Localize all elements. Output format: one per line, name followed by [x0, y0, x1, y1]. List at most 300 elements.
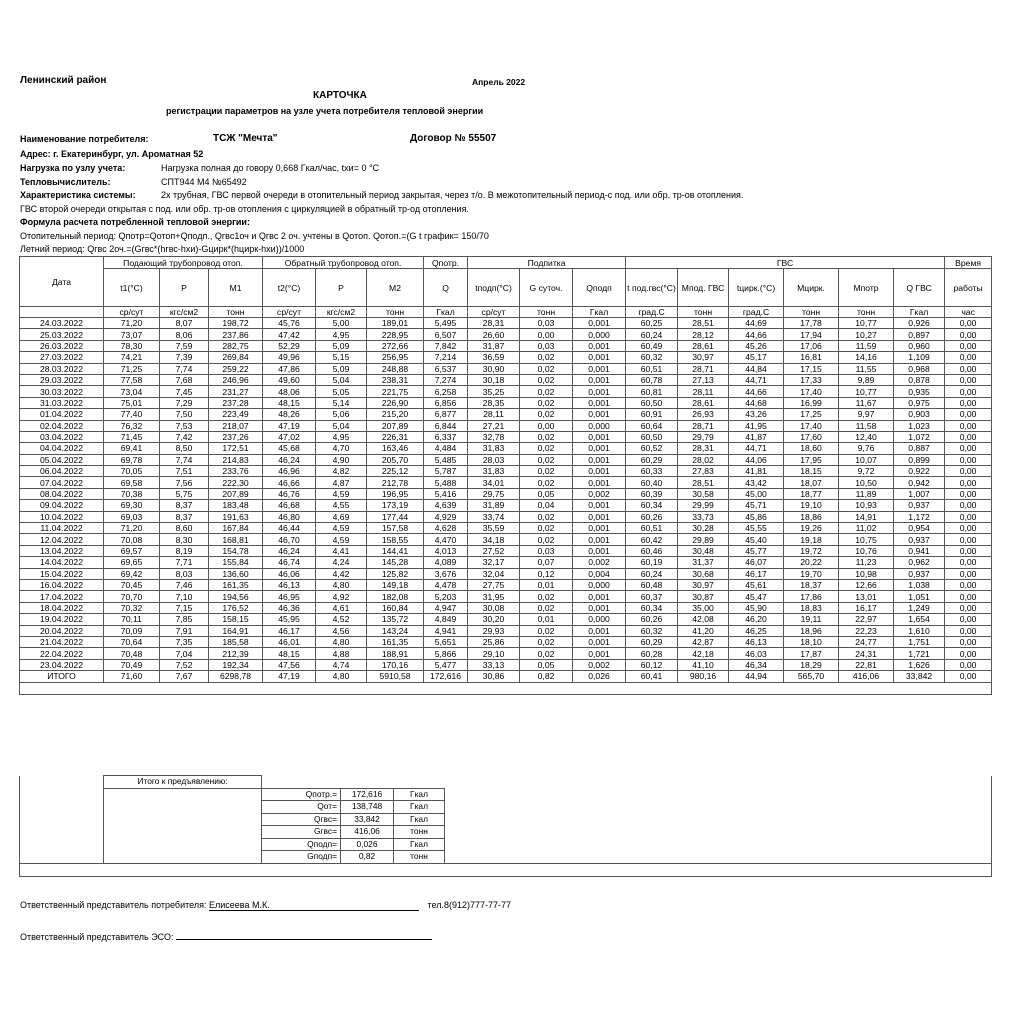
table-cell: 46,17 [729, 568, 784, 579]
total-cell: 4,80 [316, 671, 367, 682]
table-cell: 0,903 [894, 409, 945, 420]
unit-cell: тонн [520, 307, 573, 318]
table-cell: 5,485 [424, 454, 468, 465]
table-cell: 46,95 [263, 591, 316, 602]
column-header: Mпотр [839, 269, 894, 307]
table-cell: 17,86 [784, 591, 839, 602]
table-cell: 0,887 [894, 443, 945, 454]
table-row [20, 329, 992, 340]
row-date: 21.04.2022 [20, 636, 104, 647]
return-group-header: Обратный трубопровод отоп. [263, 257, 424, 269]
summary-value: 172,616 [341, 788, 394, 801]
table-cell: 0,968 [894, 363, 945, 374]
table-cell: 46,34 [729, 659, 784, 670]
table-cell: 0,897 [894, 329, 945, 340]
summary-unit: Гкал [394, 813, 445, 826]
summary-spacer [20, 788, 104, 801]
table-row [20, 431, 992, 442]
table-cell: 7,74 [160, 454, 209, 465]
table-cell: 5,203 [424, 591, 468, 602]
table-cell: 1,172 [894, 511, 945, 522]
summary-spacer [445, 851, 992, 864]
table-cell: 45,68 [263, 443, 316, 454]
table-cell: 136,60 [209, 568, 263, 579]
table-cell: 6,337 [424, 431, 468, 442]
table-cell: 0,001 [573, 352, 626, 363]
table-cell: 60,24 [626, 568, 678, 579]
table-cell: 16,99 [784, 397, 839, 408]
table-cell: 69,58 [104, 477, 160, 488]
column-header: P [160, 269, 209, 307]
table-row [20, 454, 992, 465]
table-cell: 0,02 [520, 636, 573, 647]
table-cell: 70,49 [104, 659, 160, 670]
table-cell: 4,74 [316, 659, 367, 670]
row-date: 29.03.2022 [20, 374, 104, 385]
table-cell: 1,007 [894, 488, 945, 499]
table-cell: 60,48 [626, 579, 678, 590]
table-cell: 0,00 [945, 340, 992, 351]
table-cell: 48,26 [263, 409, 316, 420]
column-header-row [20, 269, 992, 307]
table-cell: 0,00 [945, 648, 992, 659]
unit-blank [20, 307, 104, 318]
table-cell: 10,27 [839, 329, 894, 340]
table-row [20, 352, 992, 363]
period-label: Апрель 2022 [472, 77, 526, 87]
unit-cell: кгс/см2 [316, 307, 367, 318]
table-cell: 75,01 [104, 397, 160, 408]
row-date: 18.04.2022 [20, 602, 104, 613]
table-cell: 45,95 [263, 614, 316, 625]
table-cell: 0,00 [945, 659, 992, 670]
table-cell: 6,507 [424, 329, 468, 340]
total-cell: 5910,58 [367, 671, 424, 682]
table-cell: 0,00 [945, 409, 992, 420]
table-row [20, 477, 992, 488]
table-cell: 29,93 [468, 625, 520, 636]
table-cell: 0,00 [945, 477, 992, 488]
table-cell: 28,61 [678, 397, 729, 408]
table-cell: 1,072 [894, 431, 945, 442]
table-cell: 0,12 [520, 568, 573, 579]
row-date: 16.04.2022 [20, 579, 104, 590]
table-cell: 0,001 [573, 374, 626, 385]
column-header: M2 [367, 269, 424, 307]
table-cell: 7,85 [160, 614, 209, 625]
table-cell: 44,06 [729, 454, 784, 465]
table-cell: 10,77 [839, 386, 894, 397]
table-cell: 45,90 [729, 602, 784, 613]
table-cell: 29,10 [468, 648, 520, 659]
table-cell: 70,32 [104, 602, 160, 613]
table-cell: 0,960 [894, 340, 945, 351]
table-cell: 4,82 [316, 466, 367, 477]
table-cell: 1,023 [894, 420, 945, 431]
summary-unit: тонн [394, 851, 445, 864]
table-cell: 31,83 [468, 443, 520, 454]
table-cell: 19,26 [784, 523, 839, 534]
consumer-label: Наименование потребителя: [20, 134, 149, 144]
table-cell: 31,87 [468, 340, 520, 351]
table-cell: 46,13 [729, 636, 784, 647]
total-cell: 60,41 [626, 671, 678, 682]
table-cell: 0,03 [520, 340, 573, 351]
table-cell: 47,19 [263, 420, 316, 431]
table-cell: 17,60 [784, 431, 839, 442]
table-cell: 0,001 [573, 591, 626, 602]
row-date: 11.04.2022 [20, 523, 104, 534]
table-cell: 0,001 [573, 454, 626, 465]
table-cell: 69,65 [104, 557, 160, 568]
table-cell: 143,24 [367, 625, 424, 636]
consumer-name: ТСЖ "Мечта" [213, 133, 278, 144]
card-title: КАРТОЧКА [313, 90, 367, 101]
table-cell: 46,68 [263, 500, 316, 511]
table-cell: 70,48 [104, 648, 160, 659]
summary-spacer [104, 801, 262, 814]
table-cell: 7,50 [160, 409, 209, 420]
row-date: 06.04.2022 [20, 466, 104, 477]
table-cell: 60,24 [626, 329, 678, 340]
table-cell: 0,02 [520, 409, 573, 420]
table-cell: 259,22 [209, 363, 263, 374]
table-cell: 226,31 [367, 431, 424, 442]
row-date: 28.03.2022 [20, 363, 104, 374]
table-cell: 60,78 [626, 374, 678, 385]
table-cell: 0,00 [945, 318, 992, 329]
table-cell: 207,89 [367, 420, 424, 431]
column-header: P [316, 269, 367, 307]
table-cell: 0,02 [520, 374, 573, 385]
table-cell: 1,038 [894, 579, 945, 590]
table-cell: 77,40 [104, 409, 160, 420]
table-cell: 0,000 [573, 420, 626, 431]
table-cell: 69,30 [104, 500, 160, 511]
table-cell: 28,31 [678, 443, 729, 454]
table-cell: 47,02 [263, 431, 316, 442]
table-cell: 0,926 [894, 318, 945, 329]
table-cell: 1,051 [894, 591, 945, 602]
table-cell: 70,70 [104, 591, 160, 602]
summary-label: Qподп= [262, 838, 341, 851]
table-cell: 10,93 [839, 500, 894, 511]
table-cell: 12,66 [839, 579, 894, 590]
table-cell: 0,00 [945, 545, 992, 556]
table-cell: 4,59 [316, 534, 367, 545]
table-cell: 11,55 [839, 363, 894, 374]
table-cell: 47,56 [263, 659, 316, 670]
total-cell: 0,82 [520, 671, 573, 682]
table-cell: 28,31 [468, 318, 520, 329]
table-cell: 0,00 [945, 636, 992, 647]
table-cell: 170,16 [367, 659, 424, 670]
table-cell: 27,83 [678, 466, 729, 477]
table-cell: 46,17 [263, 625, 316, 636]
table-cell: 5,416 [424, 488, 468, 499]
table-cell: 4,80 [316, 579, 367, 590]
table-cell: 0,00 [945, 420, 992, 431]
table-cell: 4,478 [424, 579, 468, 590]
formula-summer: Летний период: Qгвс 2оч.=(Gгвс*(hгвс-hхи)-Gцирк*(hцирк-hхи))/1000 [20, 244, 305, 254]
table-cell: 0,00 [945, 466, 992, 477]
table-cell: 45,76 [263, 318, 316, 329]
table-cell: 35,00 [678, 602, 729, 613]
table-cell: 7,04 [160, 648, 209, 659]
table-cell: 29,89 [678, 534, 729, 545]
total-cell: 44,94 [729, 671, 784, 682]
table-cell: 8,30 [160, 534, 209, 545]
table-cell: 28,71 [678, 420, 729, 431]
table-cell: 30,97 [678, 352, 729, 363]
table-row [20, 557, 992, 568]
table-cell: 14,16 [839, 352, 894, 363]
table-row [20, 625, 992, 636]
table-cell: 0,02 [520, 443, 573, 454]
table-cell: 4,929 [424, 511, 468, 522]
table-cell: 48,15 [263, 397, 316, 408]
table-cell: 237,86 [209, 329, 263, 340]
table-cell: 70,11 [104, 614, 160, 625]
table-cell: 0,001 [573, 397, 626, 408]
table-cell: 4,013 [424, 545, 468, 556]
table-cell: 4,849 [424, 614, 468, 625]
table-cell: 7,46 [160, 579, 209, 590]
table-cell: 0,02 [520, 386, 573, 397]
table-cell: 0,00 [945, 374, 992, 385]
table-cell: 4,089 [424, 557, 468, 568]
unit-cell: тонн [839, 307, 894, 318]
row-date: 24.03.2022 [20, 318, 104, 329]
table-cell: 34,01 [468, 477, 520, 488]
table-cell: 4,41 [316, 545, 367, 556]
table-cell: 0,07 [520, 557, 573, 568]
table-cell: 7,45 [160, 386, 209, 397]
table-cell: 4,24 [316, 557, 367, 568]
table-cell: 24,77 [839, 636, 894, 647]
row-date: 19.04.2022 [20, 614, 104, 625]
table-row [20, 523, 992, 534]
eso-rep-signature-line [176, 929, 432, 940]
table-cell: 31,95 [468, 591, 520, 602]
table-cell: 161,35 [209, 579, 263, 590]
table-cell: 60,12 [626, 659, 678, 670]
total-cell: 0,026 [573, 671, 626, 682]
row-date: 07.04.2022 [20, 477, 104, 488]
table-cell: 5,04 [316, 374, 367, 385]
table-cell: 228,95 [367, 329, 424, 340]
table-cell: 272,66 [367, 340, 424, 351]
table-cell: 0,000 [573, 329, 626, 340]
table-cell: 30,90 [468, 363, 520, 374]
row-date: 17.04.2022 [20, 591, 104, 602]
table-cell: 5,15 [316, 352, 367, 363]
total-label: ИТОГО [20, 671, 104, 682]
table-cell: 60,28 [626, 648, 678, 659]
table-cell: 7,74 [160, 363, 209, 374]
table-cell: 0,001 [573, 648, 626, 659]
summary-value: 33,842 [341, 813, 394, 826]
table-cell: 26,60 [468, 329, 520, 340]
consumer-rep-label: Ответственный представитель потребителя: [20, 900, 207, 910]
table-cell: 0,002 [573, 659, 626, 670]
table-cell: 0,004 [573, 568, 626, 579]
table-cell: 18,07 [784, 477, 839, 488]
table-cell: 4,628 [424, 523, 468, 534]
table-cell: 1,109 [894, 352, 945, 363]
unit-cell: ср/сут [263, 307, 316, 318]
table-cell: 0,02 [520, 534, 573, 545]
table-cell: 14,91 [839, 511, 894, 522]
column-header: работы [945, 269, 992, 307]
table-cell: 0,02 [520, 511, 573, 522]
unit-cell: Гкал [573, 307, 626, 318]
table-cell: 18,10 [784, 636, 839, 647]
table-cell: 0,00 [520, 329, 573, 340]
table-cell: 46,66 [263, 477, 316, 488]
table-row [20, 568, 992, 579]
summary-spacer [20, 801, 104, 814]
table-cell: 225,12 [367, 466, 424, 477]
summary-table [19, 775, 992, 877]
table-cell: 5,05 [316, 386, 367, 397]
column-header: tподп(°C) [468, 269, 520, 307]
table-cell: 19,11 [784, 614, 839, 625]
table-cell: 17,15 [784, 363, 839, 374]
row-date: 23.04.2022 [20, 659, 104, 670]
column-header: t1(°C) [104, 269, 160, 307]
table-cell: 7,71 [160, 557, 209, 568]
column-header: Mцирк. [784, 269, 839, 307]
table-cell: 0,05 [520, 659, 573, 670]
table-cell: 5,75 [160, 488, 209, 499]
table-cell: 46,76 [263, 488, 316, 499]
table-cell: 0,00 [945, 579, 992, 590]
summary-label: Qгвс= [262, 813, 341, 826]
table-cell: 45,47 [729, 591, 784, 602]
table-cell: 182,08 [367, 591, 424, 602]
table-cell: 163,46 [367, 443, 424, 454]
table-cell: 18,15 [784, 466, 839, 477]
table-cell: 60,37 [626, 591, 678, 602]
table-cell: 0,00 [945, 523, 992, 534]
time-group-header: Время [945, 257, 992, 269]
table-cell: 19,18 [784, 534, 839, 545]
table-cell: 11,59 [839, 340, 894, 351]
table-cell: 17,40 [784, 386, 839, 397]
table-cell: 167,84 [209, 523, 263, 534]
unit-cell: ср/сут [468, 307, 520, 318]
table-cell: 0,00 [945, 614, 992, 625]
table-cell: 4,55 [316, 500, 367, 511]
table-cell: 0,00 [945, 602, 992, 613]
row-date: 20.04.2022 [20, 625, 104, 636]
table-cell: 0,00 [945, 557, 992, 568]
row-date: 01.04.2022 [20, 409, 104, 420]
table-cell: 0,00 [945, 591, 992, 602]
table-cell: 0,001 [573, 523, 626, 534]
table-cell: 4,70 [316, 443, 367, 454]
table-cell: 46,96 [263, 466, 316, 477]
table-cell: 60,42 [626, 534, 678, 545]
table-cell: 4,61 [316, 602, 367, 613]
contract-number: Договор № 55507 [410, 133, 497, 144]
table-cell: 5,09 [316, 340, 367, 351]
table-cell: 17,95 [784, 454, 839, 465]
formula-label: Формула расчета потребленной тепловой энергии: [20, 217, 250, 227]
unit-row [20, 307, 992, 318]
table-cell: 8,03 [160, 568, 209, 579]
table-cell: 41,81 [729, 466, 784, 477]
row-date: 09.04.2022 [20, 500, 104, 511]
table-cell: 0,02 [520, 466, 573, 477]
summary-spacer [104, 788, 262, 801]
table-cell: 33,74 [468, 511, 520, 522]
table-cell: 48,06 [263, 386, 316, 397]
table-cell: 5,866 [424, 648, 468, 659]
summary-label: Gподп= [262, 851, 341, 864]
table-cell: 26,93 [678, 409, 729, 420]
total-cell: 416,06 [839, 671, 894, 682]
table-cell: 28,03 [468, 454, 520, 465]
table-cell: 22,81 [839, 659, 894, 670]
table-cell: 7,42 [160, 431, 209, 442]
table-cell: 60,64 [626, 420, 678, 431]
table-cell: 6,258 [424, 386, 468, 397]
table-cell: 60,32 [626, 352, 678, 363]
total-cell: 33,842 [894, 671, 945, 682]
table-cell: 3,676 [424, 568, 468, 579]
date-header: Дата [20, 257, 104, 307]
unit-cell: кгс/см2 [160, 307, 209, 318]
table-cell: 70,64 [104, 636, 160, 647]
table-cell: 0,001 [573, 340, 626, 351]
table-cell: 125,82 [367, 568, 424, 579]
table-cell: 7,35 [160, 636, 209, 647]
table-cell: 4,639 [424, 500, 468, 511]
table-row [20, 466, 992, 477]
table-cell: 0,00 [945, 625, 992, 636]
table-row [20, 579, 992, 590]
formula-heating: Отопительный период: Qпотр=Qотоп+Qподп., Qгвс1оч и Qгвс 2 оч. учтены в Qотоп. Qотоп.=(G t график= 150/70 [20, 231, 489, 241]
table-cell: 42,18 [678, 648, 729, 659]
table-cell: 4,95 [316, 329, 367, 340]
calculator-value: СПТ944 М4 №65492 [161, 177, 247, 187]
column-header: Qподп [573, 269, 626, 307]
table-cell: 31,89 [468, 500, 520, 511]
table-cell: 60,19 [626, 557, 678, 568]
table-cell: 0,00 [945, 386, 992, 397]
unit-cell: тонн [678, 307, 729, 318]
table-cell: 16,17 [839, 602, 894, 613]
table-cell: 44,84 [729, 363, 784, 374]
load-label: Нагрузка по узлу учета: [20, 163, 126, 173]
table-cell: 158,55 [367, 534, 424, 545]
table-cell: 0,04 [520, 500, 573, 511]
table-cell: 60,34 [626, 602, 678, 613]
summary-unit: Гкал [394, 788, 445, 801]
table-cell: 71,20 [104, 523, 160, 534]
table-cell: 60,51 [626, 363, 678, 374]
table-cell: 0,878 [894, 374, 945, 385]
table-cell: 45,55 [729, 523, 784, 534]
empty-row [20, 682, 992, 694]
row-date: 08.04.2022 [20, 488, 104, 499]
table-cell: 0,002 [573, 488, 626, 499]
table-cell: 60,26 [626, 614, 678, 625]
table-cell: 221,75 [367, 386, 424, 397]
column-header: t2(°C) [263, 269, 316, 307]
